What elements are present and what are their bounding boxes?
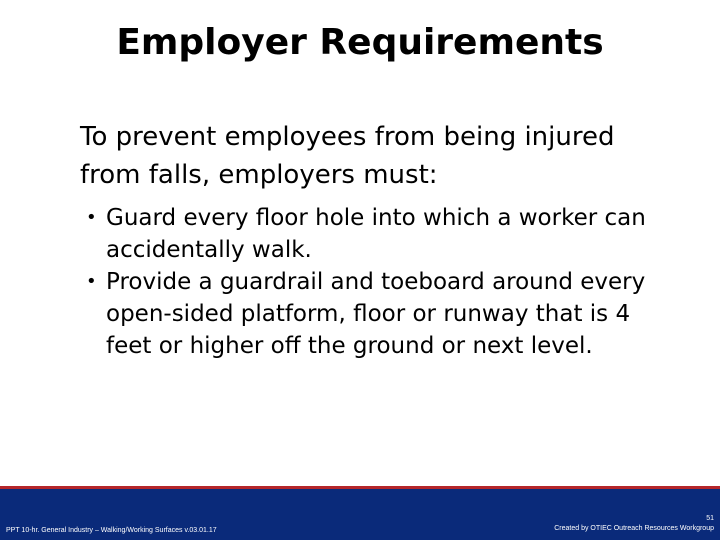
footer-right-block xyxy=(554,514,714,534)
list-item xyxy=(86,202,656,266)
footer-course-label: PPT 10-hr. General Industry – Walking/Working Surfaces v.03.01.17 xyxy=(6,527,217,534)
bullet-text: Guard every floor hole into which a worker can accidentally walk. xyxy=(106,205,646,263)
slide-title: Employer Requirements xyxy=(116,22,604,63)
footer-bar xyxy=(0,486,720,540)
intro-text: To prevent employees from being injured from falls, employers must: xyxy=(80,122,615,190)
bullet-icon: • xyxy=(86,271,97,292)
page-number: 51 xyxy=(706,515,714,522)
bullet-text: Provide a guardrail and toeboard around every open-sided platform, floor or runway that is 4 feet or higher off the ground or next level. xyxy=(106,269,646,359)
footer-credit: Created by OTIEC Outreach Resources Workgroup xyxy=(554,525,714,532)
list-item xyxy=(86,266,656,362)
bullet-icon: • xyxy=(86,207,97,228)
bullet-list xyxy=(86,202,656,362)
